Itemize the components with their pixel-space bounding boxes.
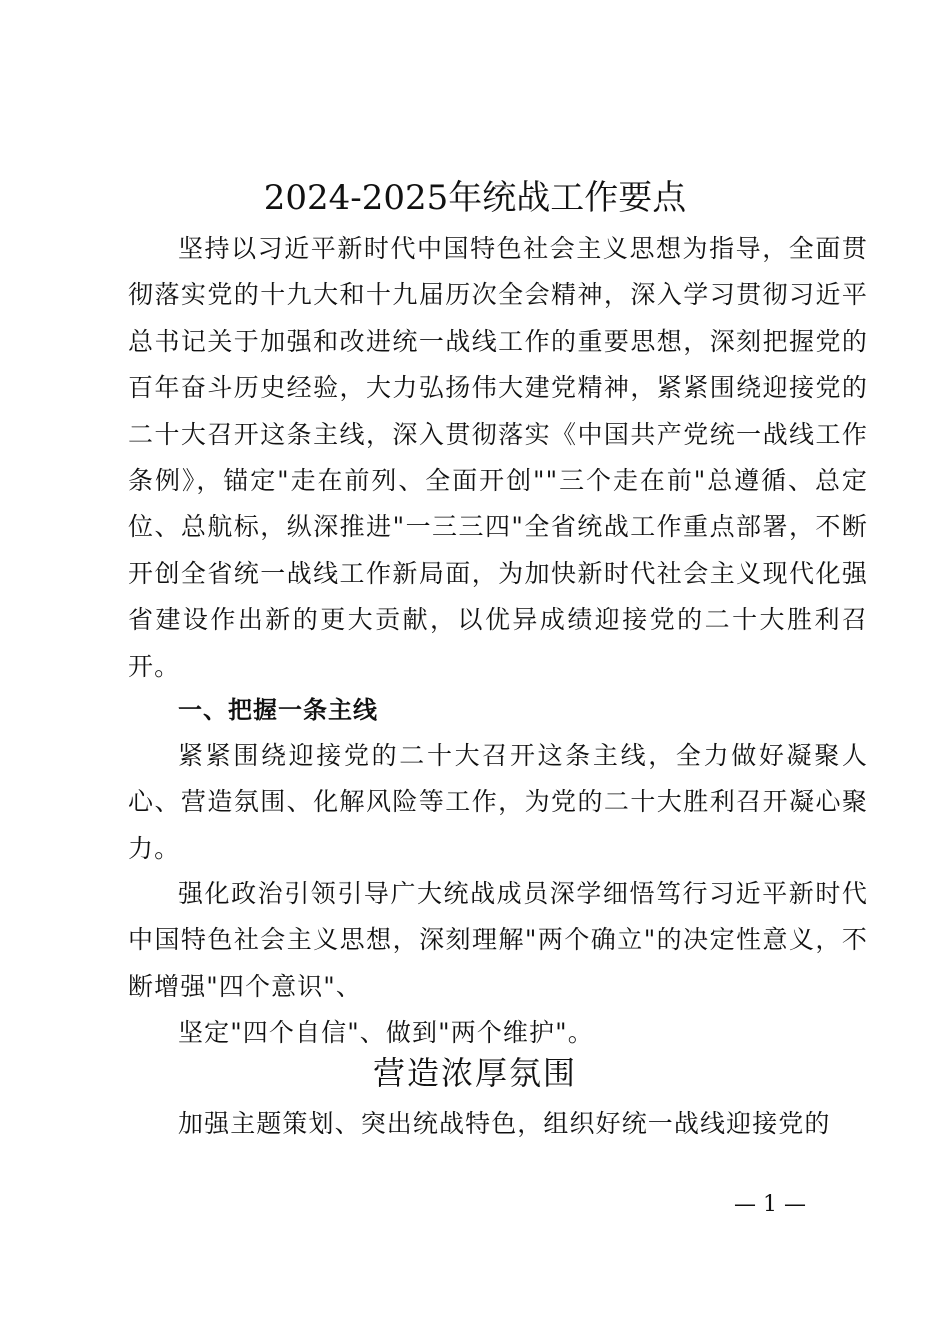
section-heading-atmosphere: 营造浓厚氛围 (372, 1054, 577, 1092)
document-title: 2024-2025年统战工作要点 (263, 178, 687, 218)
political-guidance-paragraph: 强化政治引领引导广大统战成员深学细悟笃行习近平新时代中国特色社会主义思想，深刻理解"两个确立"的决定性意义，不断增强"四个意识"、 (128, 879, 868, 1001)
atmosphere-paragraph: 加强主题策划、突出统战特色，组织好统一战线迎接党的 (178, 1109, 831, 1138)
page-number: — 1 — (734, 1192, 806, 1217)
intro-paragraph: 坚持以习近平新时代中国特色社会主义思想为指导，全面贯彻落实党的十九大和十九届历次全会精神，深入学习贯彻习近平总书记关于加强和改进统一战线工作的重要思想，深刻把握党的百年奋斗历史经验，大力弘扬伟大建党精神，紧紧围绕迎接党的二十大召开这条主线，深入贯彻落实《中国共产党统一战线工作条例》，锚定"走在前列、全面开创""三个走在前"总遵循、总定位、总航标，纵深推进"一三三四"全省统战工作重点部署，不断开创全省统一战线工作新局面，为加快新时代社会主义现代化强省建设作出新的更大贡献，以优异成绩迎接党的二十大胜利召开。 (128, 234, 868, 681)
section-heading-main-line: 一、把握一条主线 (178, 696, 378, 724)
main-line-paragraph: 紧紧围绕迎接党的二十大召开这条主线，全力做好凝聚人心、营造氛围、化解风险等工作，为党的二十大胜利召开凝心聚力。 (128, 741, 868, 863)
political-guidance-continuation: 坚定"四个自信"、做到"两个维护"。 (178, 1018, 594, 1047)
